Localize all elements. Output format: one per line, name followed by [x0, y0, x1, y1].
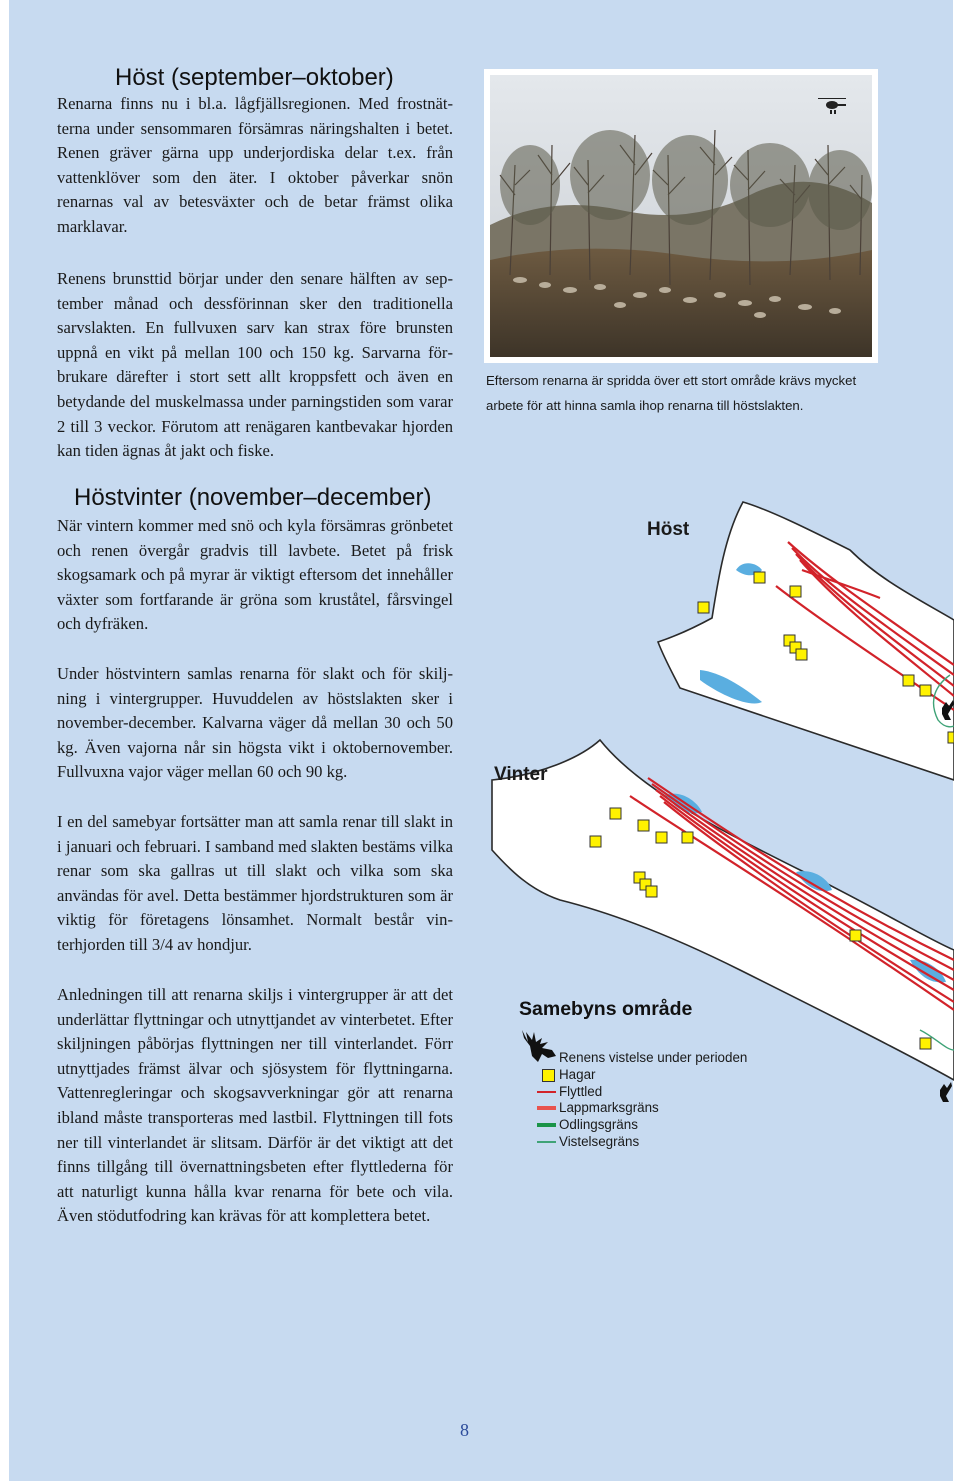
- map-label-vinter: Vinter: [494, 764, 548, 785]
- page-number: 8: [460, 1420, 469, 1440]
- paragraph-host-2: Renens brunsttid börjar under den senare hälften av september månad och dessförinnan sker den traditionella sarvslakten. En fullvuxen sarv kan strax före brunsten uppnå en vikt på mellan 100 och 150 kg. Sarvarna förbrukare därefter i stort sett allt kroppsfett och även en betydande del muskelmassa under parningstiden som varar 2 till 3 veckor. Förutom att renägaren kantbevakar hjorden kan tiden ägnas åt jakt och fiske.: [57, 269, 453, 461]
- legend-label: Flyttled: [559, 1083, 603, 1099]
- map-vinter: [492, 740, 954, 1102]
- map-label-host: Höst: [647, 519, 690, 540]
- legend: [518, 1050, 818, 1151]
- legend-label: Renens vistelse under perioden: [559, 1050, 748, 1065]
- photo-caption: Eftersom renarna är spridda över ett stort område krävs mycket arbete för att hinna samla ihop renarna till höstslakten.: [486, 373, 857, 413]
- legend-item-hagar: [518, 1067, 818, 1084]
- photo-scene: [490, 75, 872, 357]
- legend-item-flyttled: [518, 1084, 818, 1101]
- legend-title: Samebyns område: [519, 998, 693, 1020]
- reindeer-herd-photo: [484, 69, 878, 363]
- map-host: [658, 502, 954, 780]
- heading-hostvinter: Höstvinter (november–december): [74, 484, 432, 511]
- legend-label: Vistelsegräns: [559, 1133, 640, 1149]
- hagar-swatch: [536, 1067, 558, 1084]
- paragraph-hostvinter-3: I en del samebyar fortsätter man att samla renar till slakt in i januari och februari. I samband med slakten bestäms vilka renar som ska gallras ut till slakt och vilka som ska användas för avel. Detta bestämmer hjordstrukturen som är viktig för företagens lönsamhet. Normalt består vinterhjorden till 3/4 av hondjur.: [57, 812, 453, 954]
- paragraph-hostvinter-2: Under höstvintern samlas renarna för slakt och för skiljning i vintergrupper. Huvuddelen av höstslakten sker i november-december. Kalvarna väger då mellan 30 och 50 kg. Även vajorna når sin högsta vikt i oktobernovember. Fullvuxna vajor väger mellan 60 och 90 kg.: [57, 664, 453, 782]
- legend-item-odlingsgrans: [518, 1117, 818, 1134]
- flyttled-swatch: [536, 1084, 558, 1101]
- legend-label: Odlingsgräns: [559, 1117, 638, 1133]
- reindeer-head-icon: [940, 1082, 952, 1102]
- legend-label: Lappmarksgräns: [559, 1100, 659, 1116]
- paragraph-host-1: Renarna finns nu i bl.a. lågfjällsregionen. Med frostnätterna under sensommaren försämras näringshalten i betet. Renen gräver gärna upp underjordiska delar t.ex. från vattenklöver som den äter. I oktober påverkar snön renarnas val av betesväxter och de betar främst olika marklavar.: [57, 94, 453, 236]
- vistelsegrans-swatch: [536, 1134, 558, 1151]
- paragraph-hostvinter-4: Anledningen till att renarna skiljs i vintergrupper är att det underlättar flyttningar och utnyttjandet av vinterbetet. Efter skiljningen påbörjas flyttningen ner till vinterlandet. Förr utnyttjades främst älvar och sjösystem för flyttningarna. Vattenregleringar och skogsavverkningar gör att renarna ibland måste transporteras med lastbil. Flyttningen till fots ner till vinterlandet är slitsam. Därför är det viktigt att det finns tillgång till övernattningsbeten efter flyttlederna för att naturligt kunna hålla kvar renarna för bete och vila. Även stödutfodring kan krävas för att komplettera betet.: [57, 985, 453, 1226]
- legend-item-lappmarksgrans: [518, 1100, 818, 1117]
- heading-host: Höst (september–oktober): [115, 64, 394, 91]
- legend-label: Hagar: [559, 1066, 596, 1082]
- paragraph-hostvinter-1: När vintern kommer med snö och kyla försämras grönbetet och renen övergår gradvis till lavbete. Betet på frisk skogsamark och på myrar är viktigt eftersom det innehåller växter som fortfarande är gröna som kruståtel, fårsvingel och dyfräken.: [57, 516, 453, 634]
- odlingsgrans-swatch: [536, 1117, 558, 1134]
- legend-item-vistelsegrans: [518, 1134, 818, 1151]
- lappmarksgrans-swatch: [536, 1100, 558, 1117]
- legend-item-vistelse: [518, 1050, 818, 1067]
